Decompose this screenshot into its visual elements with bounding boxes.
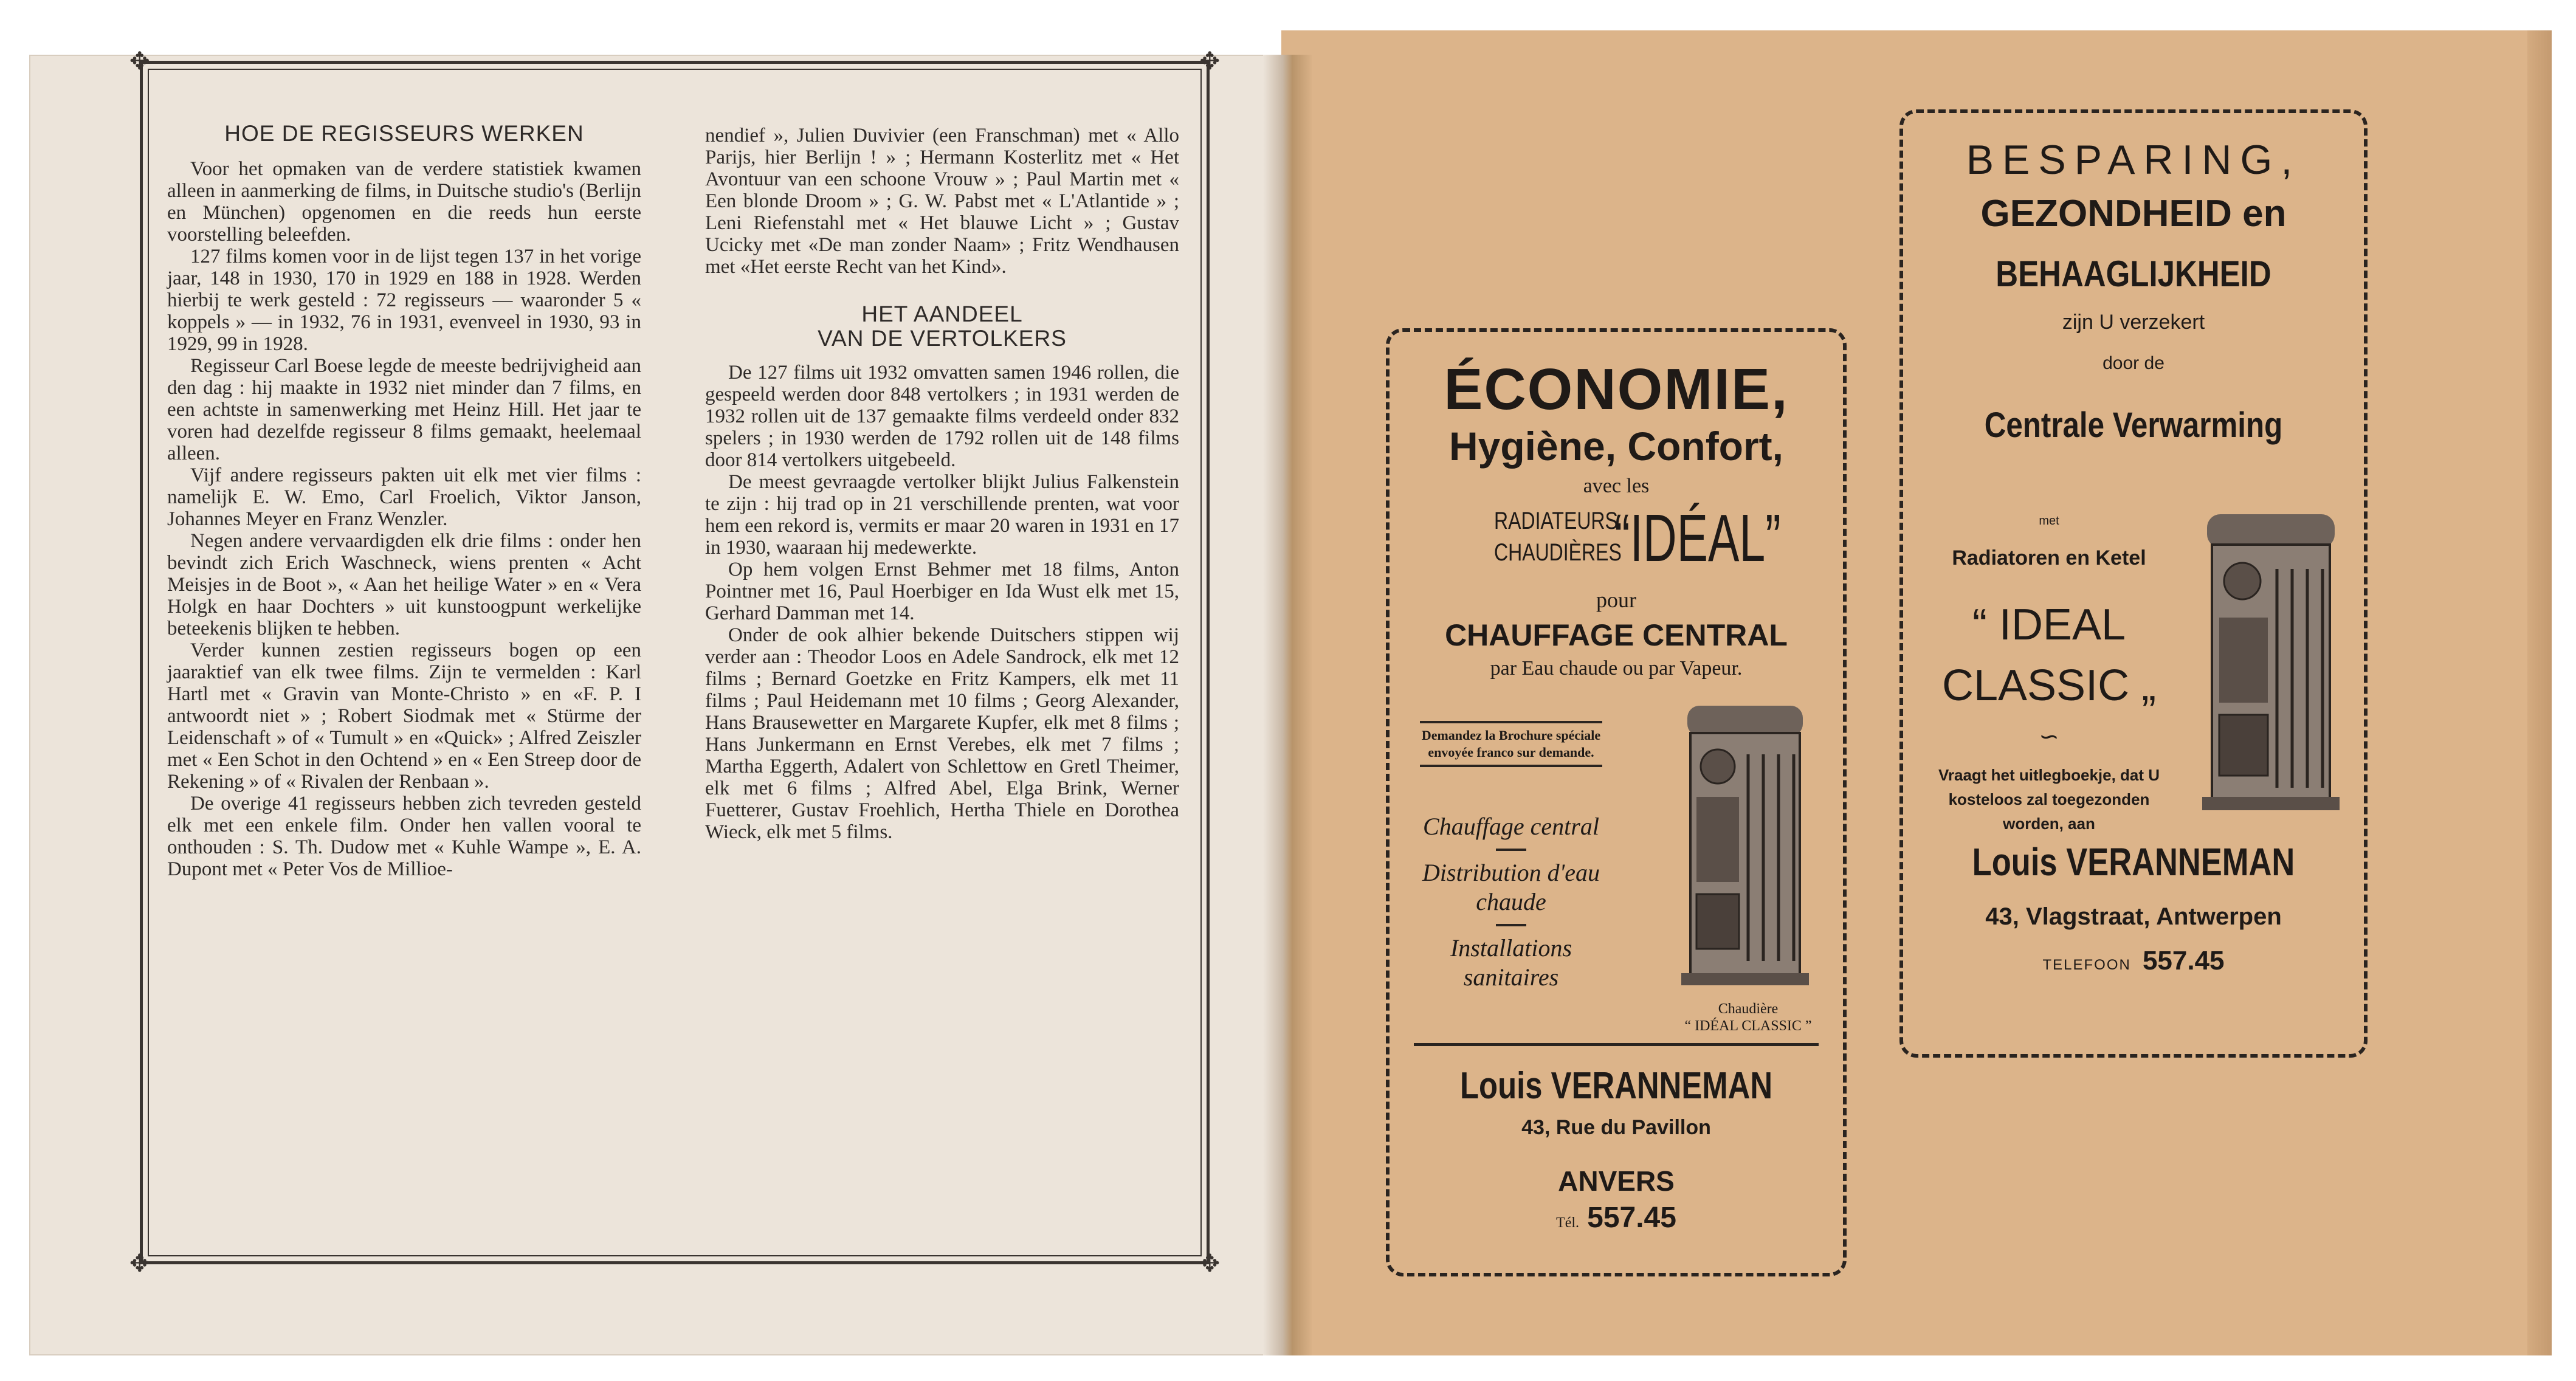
ad-brand: “ IDEAL xyxy=(1972,601,2126,649)
company-address: 43, Rue du Pavillon xyxy=(1521,1116,1711,1139)
ad-text: RADIATEURS xyxy=(1494,508,1618,534)
ad-text: Radiatoren en Ketel xyxy=(1952,546,2146,570)
ad-subtitle: BEHAAGLIJKHEID xyxy=(1996,253,2271,294)
tel-number: 557.45 xyxy=(2142,946,2225,976)
divider xyxy=(1496,924,1526,926)
boiler-illustration xyxy=(2195,508,2347,824)
ad-text: avec les xyxy=(1583,475,1650,497)
telephone xyxy=(1903,946,2364,976)
article-frame xyxy=(129,47,1220,1278)
ad-text: CHAUFFAGE CENTRAL xyxy=(1445,618,1788,652)
flourish: ∽ xyxy=(2039,723,2059,750)
company-name: Louis VERANNEMAN xyxy=(1972,840,2295,884)
article-heading: HOE DE REGISSEURS WERKEN xyxy=(224,121,584,146)
ad-text: Vraagt het uitlegboekje, dat U kosteloos zal toegezonden worden, aan xyxy=(1938,766,2160,833)
corner-ornament: ✥ xyxy=(1199,1250,1220,1278)
ad-text: met xyxy=(2039,514,2059,528)
ad-text: pour xyxy=(1596,588,1636,612)
paragraph: Vijf andere regisseurs pakten uit elk met vier films : namelijk E. W. Emo, Carl Froelich, Viktor Janson, Johannes Meyer en Franz Wenzler. xyxy=(167,464,641,530)
section-heading xyxy=(705,302,1179,351)
divider xyxy=(1496,849,1526,851)
paragraph: Verder kunnen zestien regisseurs bogen op een jaaraktief van elk twee films. Zijn te vermelden : Karl Hartl met « Gravin van Monte-Christo » en «F. P. I antwoordt niet » ; Robert Siodmak met « Stürme der Leidenschaft » of « Tumult » en «Quick» ; Alfred Zeiszler met « Een Schot in den Ochtend » en « Een Streep door de Rekening » of « Rivalen der Renbaan ». xyxy=(167,639,641,793)
corner-ornament: ✥ xyxy=(129,1250,150,1278)
paragraph: Regisseur Carl Boese legde de meeste bedrijvigheid aan den dag : hij maakte in 1932 niet minder dan 7 films, en een achtste in samenwerking met Heinz Hill. Het jaar te voren had dezelfde regisseur 8 films gemaakt, heelemaal alleen. xyxy=(167,355,641,464)
ad-title: BESPARING, xyxy=(1966,137,2301,183)
tel-label: TELEFOON xyxy=(2042,957,2131,973)
company-name: Louis VERANNEMAN xyxy=(1459,1065,1773,1107)
ad-text: CHAUDIÈRES xyxy=(1494,539,1622,566)
corner-ornament: ✥ xyxy=(1199,47,1220,75)
ad-heading: Centrale Verwarming xyxy=(1984,405,2283,445)
ad-brand: “IDÉAL” xyxy=(1614,501,1781,576)
book-gutter xyxy=(1263,55,1312,1355)
corner-ornament: ✥ xyxy=(129,47,150,75)
page-edge xyxy=(2527,30,2552,1355)
column-right xyxy=(705,125,1179,843)
paragraph: De 127 films uit 1932 omvatten samen 1946 rollen, die gespeeld werden door 848 vertolkers ; in 1931 werden de 1932 rollen uit de 137 gemaakte films verdeeld onder 832 spelers ; in 1930 werden de 1792 rollen uit de 148 films door 814 vertolkers uitgebeeld. xyxy=(705,362,1179,471)
paragraph: Onder de ook alhier bekende Duitschers stippen wij verder aan : Theodor Loos en Adele Sandrock, elk met 12 films ; Bernard Goetzke en Fritz Kampers, elk met 11 films ; Paul Heidemann met 10 films ; Georg Alexander, Hans Brausewetter en Margarete Kupfer, elk met 8 films ; Hans Junkermann en Ernst Verebes, elk met 7 films ; Martha Eggerth, Adalert von Schlettow en Gretl Theimer, elk met 6 films ; Alfred Abel, Elga Brink, Werner Fuetterer, Gustav Froehlich, Hertha Thiele en Dorothea Wieck, elk met 5 films. xyxy=(705,624,1179,843)
column-left xyxy=(167,122,641,880)
ad-text: par Eau chaude ou par Vapeur. xyxy=(1490,657,1743,680)
advertisement-dutch xyxy=(1899,109,2368,1058)
advertisement-french xyxy=(1386,328,1847,1276)
company-address: 43, Vlagstraat, Antwerpen xyxy=(1985,903,2282,930)
ad-title: ÉCONOMIE, xyxy=(1444,357,1789,422)
telephone xyxy=(1390,1201,1843,1235)
paragraph: De overige 41 regisseurs hebben zich tevreden gesteld elk met een enkele film. Onder hen vallen vooral te onthouden : S. Th. Dudow met « Kuhle Wampe », E. A. Dupont met « Peter Vos de Millioe- xyxy=(167,793,641,880)
ad-brand: CLASSIC „ xyxy=(1941,661,2157,710)
ad-subtitle: GEZONDHEID en xyxy=(1980,193,2287,235)
ad-subtitle: Hygiène, Confort, xyxy=(1448,424,1783,469)
boiler-illustration xyxy=(1675,700,1815,997)
paragraph: nendief », Julien Duvivier (een Franschman) met « Allo Parijs, hier Berlijn ! » ; Hermann Kosterlitz met « Het Avontuur van een schoone Vrouw » ; Paul Martin met « Een blonde Droom » ; G. W. Pabst met « L'Atlantide » ; Leni Riefenstahl met « Het blauwe Licht » ; Gustav Ucicky met «De man zonder Naam» ; Fritz Wendhausen met «Het eerste Recht van het Kind». xyxy=(705,125,1179,278)
divider xyxy=(1414,1043,1819,1046)
paragraph: Voor het opmaken van de verdere statistiek kwamen alleen in aanmerking de films, in Duitsche studio's (Berlijn en München) opgenomen en die reeds hun eerste voorstelling beleefden. xyxy=(167,158,641,246)
company-city: ANVERS xyxy=(1558,1165,1675,1197)
service-item: Distribution d'eau chaude xyxy=(1422,859,1600,915)
illustration-caption: Chaudière xyxy=(1718,1001,1779,1017)
tel-label: Tél. xyxy=(1556,1215,1580,1231)
paragraph: De meest gevraagde vertolker blijkt Julius Falkenstein te zijn : hij trad op in 21 verschillende prenten, wat voor hem een rekord is, vermits er maar 20 waren in 1931 en 17 in 1930, waaraan hij medewerkte. xyxy=(705,471,1179,559)
paragraph: Op hem volgen Ernst Behmer met 18 films, Anton Pointner met 16, Paul Hoerbiger en Ida Wust elk met 15, Gerhard Damman met 14. xyxy=(705,559,1179,624)
section-heading-line: VAN DE VERTOLKERS xyxy=(818,326,1067,351)
brochure-note: Demandez la Brochure spéciale envoyée franco sur demande. xyxy=(1420,721,1602,767)
paragraph: Negen andere vervaardigden elk drie films : onder hen bevindt zich Erich Waschneck, wiens prenten « Acht Meisjes in de Boot », « Aan het heilige Water » en « Vera Holgk en haar Dochters » uit kunstoogpunt werkelijke beteekenis blijken te hebben. xyxy=(167,530,641,639)
service-item: Chauffage central xyxy=(1423,813,1599,840)
ad-left-block xyxy=(1927,514,2171,836)
illustration-caption: “ IDÉAL CLASSIC ” xyxy=(1684,1018,1812,1034)
service-item: Installations sanitaires xyxy=(1450,934,1572,991)
ad-text: door de xyxy=(2102,353,2164,373)
ad-text: zijn U verzekert xyxy=(2062,311,2205,334)
ad-product-block xyxy=(1390,501,1843,578)
services-list xyxy=(1408,812,1614,992)
paragraph: 127 films komen voor in de lijst tegen 137 in het vorige jaar, 148 in 1930, 170 in 1929 en 188 in 1928. Werden hierbij te werk gesteld : 72 regisseurs — waaronder 5 « koppels » — in 1932, 76 in 1931, evenveel in 1930, 93 in 1929, 99 in 1928. xyxy=(167,246,641,355)
section-heading-line: HET AANDEEL xyxy=(861,301,1023,326)
tel-number: 557.45 xyxy=(1587,1202,1676,1234)
